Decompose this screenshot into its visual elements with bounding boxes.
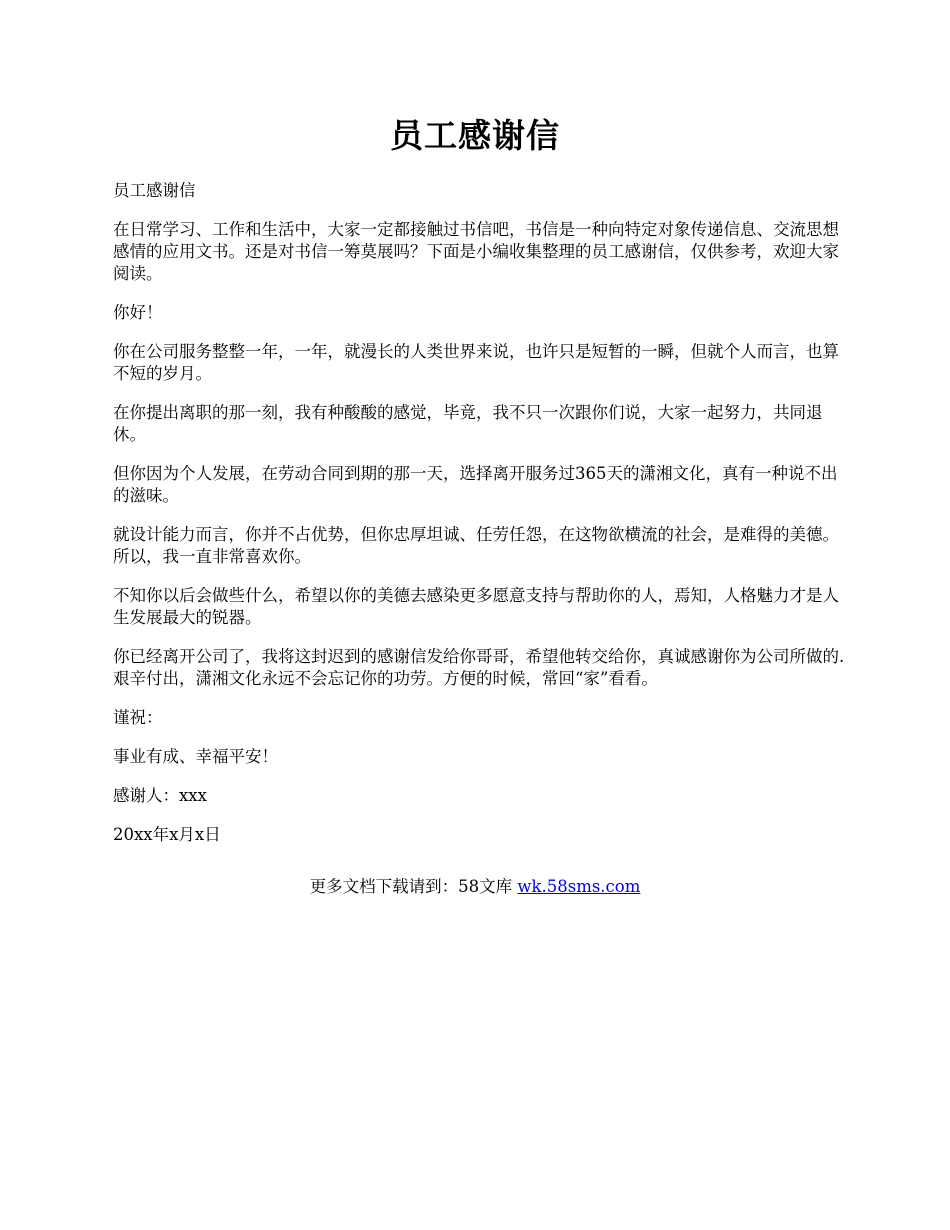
paragraph-closing: 谨祝： (113, 708, 163, 727)
document-body (113, 180, 853, 863)
footer-link[interactable]: wk.58sms.com (517, 877, 641, 896)
footer-prefix: 更多文档下载请到：58文库 (309, 877, 518, 896)
paragraph-date: 20xx年x月x日 (113, 825, 221, 844)
paragraph-body: 但你因为个人发展，在劳动合同到期的那一天，选择离开服务过365天的潇湘文化，真有一种说不出的滋味。 (113, 464, 838, 505)
paragraph-heading: 员工感谢信 (113, 181, 196, 200)
paragraph-signature: 感谢人：xxx (113, 786, 207, 805)
paragraph-body: 不知你以后会做些什么，希望以你的美德去感染更多愿意支持与帮助你的人，焉知，人格魅力才是人生发展最大的锐器。 (113, 586, 839, 627)
footer-line (0, 876, 950, 898)
document-title: 员工感谢信 (390, 116, 560, 155)
paragraph-body: 你在公司服务整整一年，一年，就漫长的人类世界来说，也许只是短暂的一瞬，但就个人而言，也算不短的岁月。 (113, 342, 839, 383)
paragraph-greeting: 你好！ (113, 303, 163, 322)
paragraph-body: 你已经离开公司了，我将这封迟到的感谢信发给你哥哥，希望他转交给你，真诚感谢你为公司所做的.艰辛付出，潇湘文化永远不会忘记你的功劳。方便的时候，常回“家”看看。 (113, 647, 845, 688)
paragraph-intro: 在日常学习、工作和生活中，大家一定都接触过书信吧，书信是一种向特定对象传递信息、交流思想感情的应用文书。还是对书信一筹莫展吗？下面是小编收集整理的员工感谢信，仅供参考，欢迎大家阅读。 (113, 220, 839, 283)
paragraph-body: 在你提出离职的那一刻，我有种酸酸的感觉，毕竟，我不只一次跟你们说，大家一起努力，共同退休。 (113, 403, 823, 444)
paragraph-wish: 事业有成、幸福平安！ (113, 747, 278, 766)
paragraph-body: 就设计能力而言，你并不占优势，但你忠厚坦诚、任劳任怨，在这物欲横流的社会，是难得的美德。所以，我一直非常喜欢你。 (113, 525, 839, 566)
